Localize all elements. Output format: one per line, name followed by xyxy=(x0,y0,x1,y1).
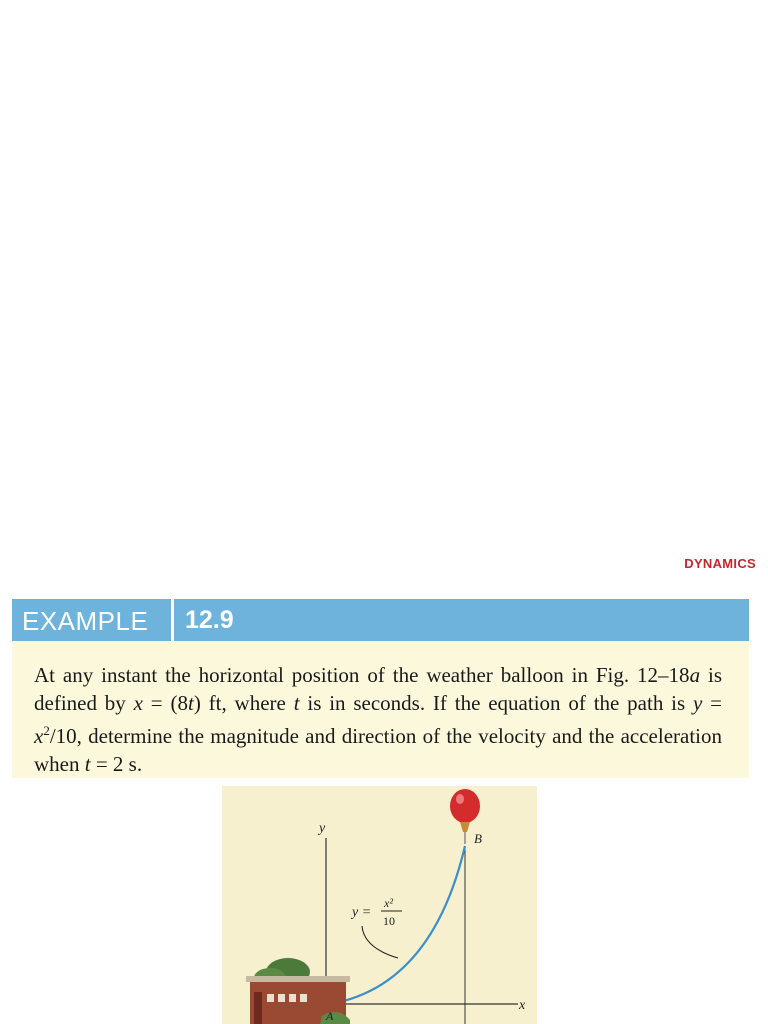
building-window-4 xyxy=(300,994,307,1002)
x-axis-label: x xyxy=(519,998,526,1013)
running-header-dynamics: DYNAMICS xyxy=(684,556,756,571)
balloon-figure-svg xyxy=(222,786,537,1024)
building-window-2 xyxy=(278,994,285,1002)
problem-statement-box xyxy=(12,641,749,778)
point-a-label: A xyxy=(326,1009,334,1023)
example-number: 12.9 xyxy=(185,606,234,634)
building-window-3 xyxy=(289,994,296,1002)
building-window-1 xyxy=(267,994,274,1002)
example-title-bar xyxy=(12,599,749,641)
example-divider xyxy=(171,599,174,641)
problem-statement-text: At any instant the horizontal position of the weather balloon in Fig. 12–18a is defined by x = (8t) ft, where t is in seconds. If the equation of the path is $y = x^2/10$, determine the magnitude and direction of the velocity and the acceleration when t = 2 s. xyxy=(34,663,723,776)
point-b-label: B xyxy=(474,831,482,846)
path-equation-lhs: y = xyxy=(352,905,372,920)
balloon-highlight xyxy=(456,794,464,804)
building-roof xyxy=(246,976,350,982)
building-door xyxy=(254,992,262,1024)
path-equation-numerator: x² xyxy=(384,896,393,910)
weather-balloon xyxy=(450,789,480,823)
path-equation-denominator: 10 xyxy=(383,914,395,928)
y-axis-label: y xyxy=(319,821,326,836)
balloon-figure xyxy=(222,786,537,1024)
example-label: EXAMPLE xyxy=(22,606,149,636)
